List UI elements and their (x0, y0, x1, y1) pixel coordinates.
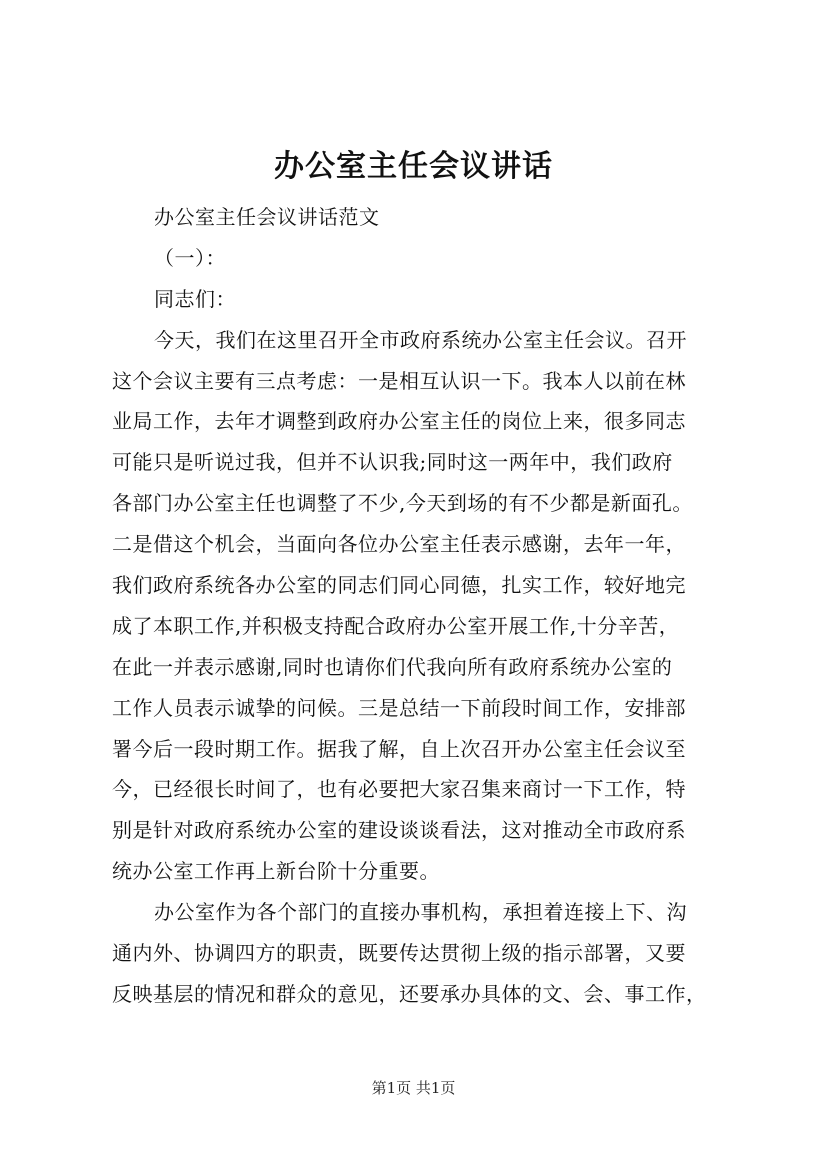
paragraph-line: 署今后一段时期工作。据我了解，自上次召开办公室主任会议至 (112, 736, 686, 761)
paragraph-2 (112, 892, 724, 1015)
page-footer: 第1页 共1页 (371, 1079, 456, 1097)
paragraph-line: 我们政府系统各办公室的同志们同心同德，扎实工作，较好地完 (112, 573, 686, 598)
paragraph-line: 别是针对政府系统办公室的建设谈谈看法，这对推动全市政府系 (112, 818, 686, 843)
paragraph-line: 工作人员表示诚挚的问候。三是总结一下前段时间工作，安排部 (112, 695, 686, 720)
paragraph-line: 这个会议主要有三点考虑：一是相互认识一下。我本人以前在林 (112, 368, 686, 393)
paragraph-line: 反映基层的情况和群众的意见，还要承办具体的文、会、事工作， (112, 981, 707, 1006)
section-marker: （一）： (154, 245, 226, 270)
paragraph-line: 今，已经很长时间了，也有必要把大家召集来商讨一下工作，特 (112, 777, 686, 802)
paragraph-line: 可能只是听说过我，但并不认识我;同时这一两年中，我们政府 (112, 450, 673, 475)
document-body (112, 197, 724, 1015)
paragraph-line: 今天，我们在这里召开全市政府系统办公室主任会议。召开 (154, 327, 687, 352)
salutation: 同志们： (154, 286, 236, 311)
paragraph-line: 业局工作，去年才调整到政府办公室主任的岗位上来，很多同志 (112, 409, 686, 434)
document-subtitle: 办公室主任会议讲话范文 (154, 205, 380, 229)
paragraph-line: 各部门办公室主任也调整了不少,今天到场的有不少都是新面孔。 (112, 491, 693, 516)
paragraph-line: 在此一并表示感谢,同时也请你们代我向所有政府系统办公室的 (112, 654, 673, 679)
document-title: 办公室主任会议讲话 (274, 149, 553, 184)
paragraph-line: 办公室作为各个部门的直接办事机构，承担着连接上下、沟 (154, 900, 687, 925)
paragraph-line: 成了本职工作,并积极支持配合政府办公室开展工作,十分辛苦， (112, 613, 680, 638)
paragraph-1 (112, 320, 724, 892)
paragraph-line: 统办公室工作再上新台阶十分重要。 (112, 859, 440, 884)
paragraph-line: 通内外、协调四方的职责，既要传达贯彻上级的指示部署，又要 (112, 941, 686, 966)
paragraph-line: 二是借这个机会，当面向各位办公室主任表示感谢，去年一年， (112, 532, 686, 557)
